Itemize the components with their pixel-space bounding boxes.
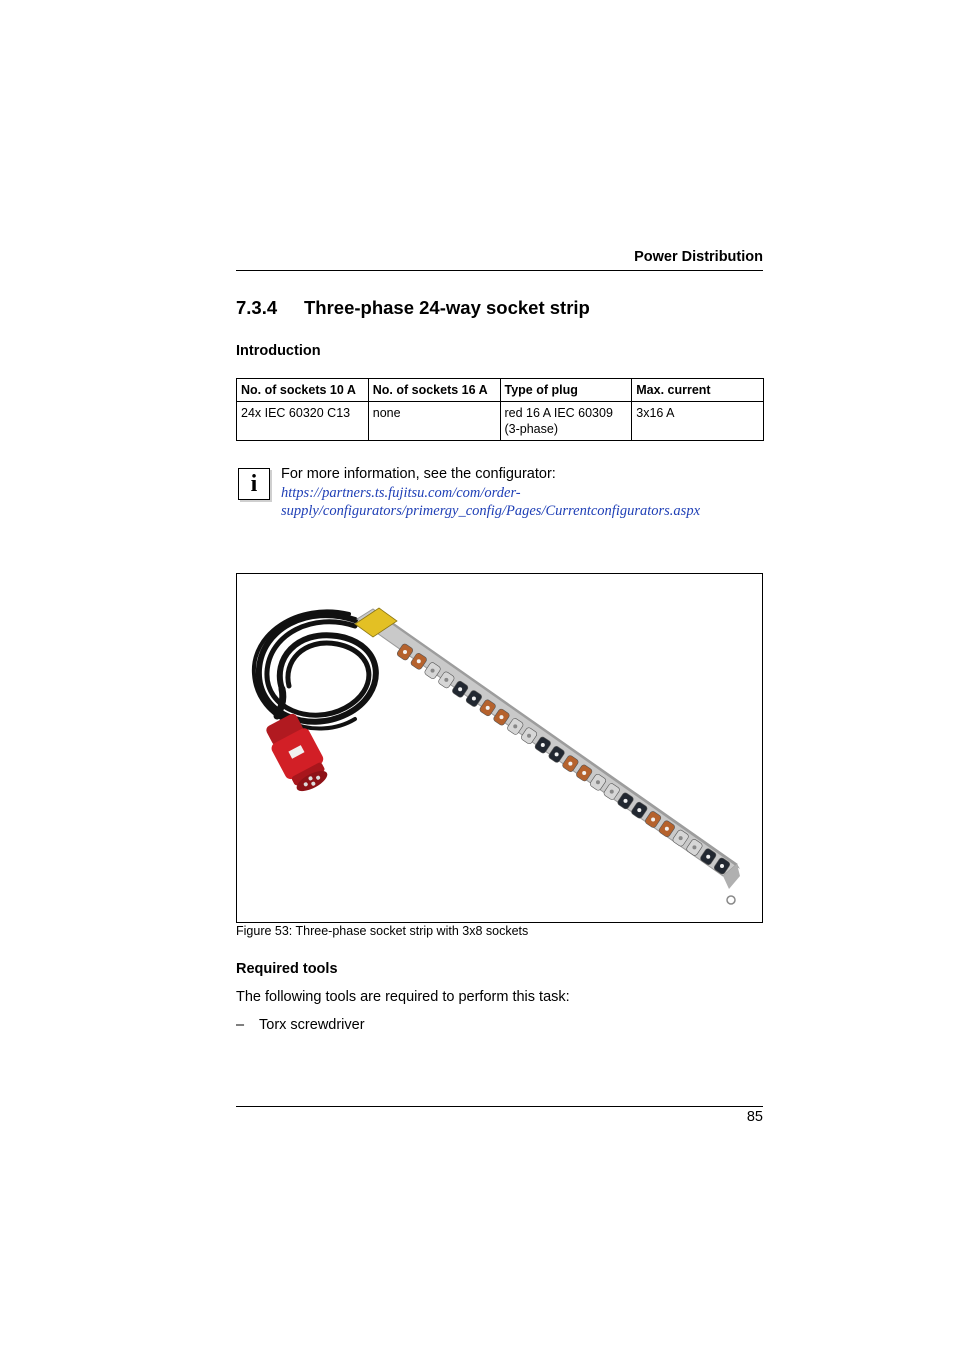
socket-hole-icon bbox=[541, 743, 545, 747]
socket-hole-icon bbox=[513, 724, 517, 728]
introduction-heading: Introduction bbox=[236, 343, 321, 359]
section-heading bbox=[236, 297, 590, 319]
socket-hole-icon bbox=[499, 715, 503, 719]
power-cable bbox=[254, 611, 376, 728]
socket-hole-icon bbox=[679, 836, 683, 840]
socket-hole-icon bbox=[692, 845, 696, 849]
section-number: 7.3.4 bbox=[236, 297, 278, 318]
socket-hole-icon bbox=[706, 855, 710, 859]
column-header: No. of sockets 16 A bbox=[368, 379, 500, 402]
info-text: For more information, see the configurator: bbox=[281, 466, 556, 482]
socket-hole-icon bbox=[472, 697, 476, 701]
figure-frame bbox=[236, 573, 763, 923]
cell-sockets-16a: none bbox=[368, 402, 500, 441]
figure-caption: Figure 53: Three-phase socket strip with 3x8 sockets bbox=[236, 924, 529, 938]
socket-hole-icon bbox=[417, 659, 421, 663]
socket-hole-icon bbox=[596, 780, 600, 784]
cell-sockets-10a: 24x IEC 60320 C13 bbox=[237, 402, 369, 441]
plug-type-line: red 16 A IEC 60309 bbox=[504, 406, 613, 420]
socket-hole-icon bbox=[582, 771, 586, 775]
socket-hole-icon bbox=[486, 706, 490, 710]
socket-hole-icon bbox=[720, 864, 724, 868]
socket-hole-icon bbox=[568, 762, 572, 766]
spec-table bbox=[236, 378, 764, 441]
socket-hole-icon bbox=[651, 817, 655, 821]
list-item bbox=[236, 1017, 365, 1033]
configurator-link[interactable]: supply/configurators/primergy_config/Pages/Currentconfigurators.aspx bbox=[281, 503, 701, 519]
plug-type-line: (3-phase) bbox=[504, 422, 558, 436]
list-bullet: – bbox=[236, 1017, 245, 1033]
required-tools-heading: Required tools bbox=[236, 961, 338, 977]
footer-rule bbox=[236, 1106, 763, 1107]
socket-hole-icon bbox=[403, 650, 407, 654]
running-header: Power Distribution bbox=[634, 249, 763, 265]
cell-max-current: 3x16 A bbox=[632, 402, 764, 441]
table-header-row bbox=[237, 379, 764, 402]
socket-hole-icon bbox=[637, 808, 641, 812]
socket-hole-icon bbox=[458, 687, 462, 691]
socket-strip-icon bbox=[355, 608, 740, 904]
column-header: Type of plug bbox=[500, 379, 632, 402]
socket-hole-icon bbox=[527, 734, 531, 738]
socket-hole-icon bbox=[444, 678, 448, 682]
page-number: 85 bbox=[746, 1109, 763, 1125]
socket-strip-illustration bbox=[237, 574, 762, 922]
socket-hole-icon bbox=[555, 752, 559, 756]
socket-hole-icon bbox=[624, 799, 628, 803]
table-row bbox=[237, 402, 764, 441]
header-rule bbox=[236, 270, 763, 271]
socket-hole-icon bbox=[610, 790, 614, 794]
socket-hole-icon bbox=[665, 827, 669, 831]
cell-plug-type bbox=[500, 402, 632, 441]
configurator-link[interactable]: https://partners.ts.fujitsu.com/com/order- bbox=[281, 485, 521, 501]
column-header: No. of sockets 10 A bbox=[237, 379, 369, 402]
column-header: Max. current bbox=[632, 379, 764, 402]
info-icon: i bbox=[238, 468, 270, 500]
list-item-text: Torx screwdriver bbox=[259, 1017, 365, 1033]
socket-hole-icon bbox=[431, 669, 435, 673]
required-tools-text: The following tools are required to perform this task: bbox=[236, 989, 570, 1005]
section-title: Three-phase 24-way socket strip bbox=[304, 297, 590, 318]
